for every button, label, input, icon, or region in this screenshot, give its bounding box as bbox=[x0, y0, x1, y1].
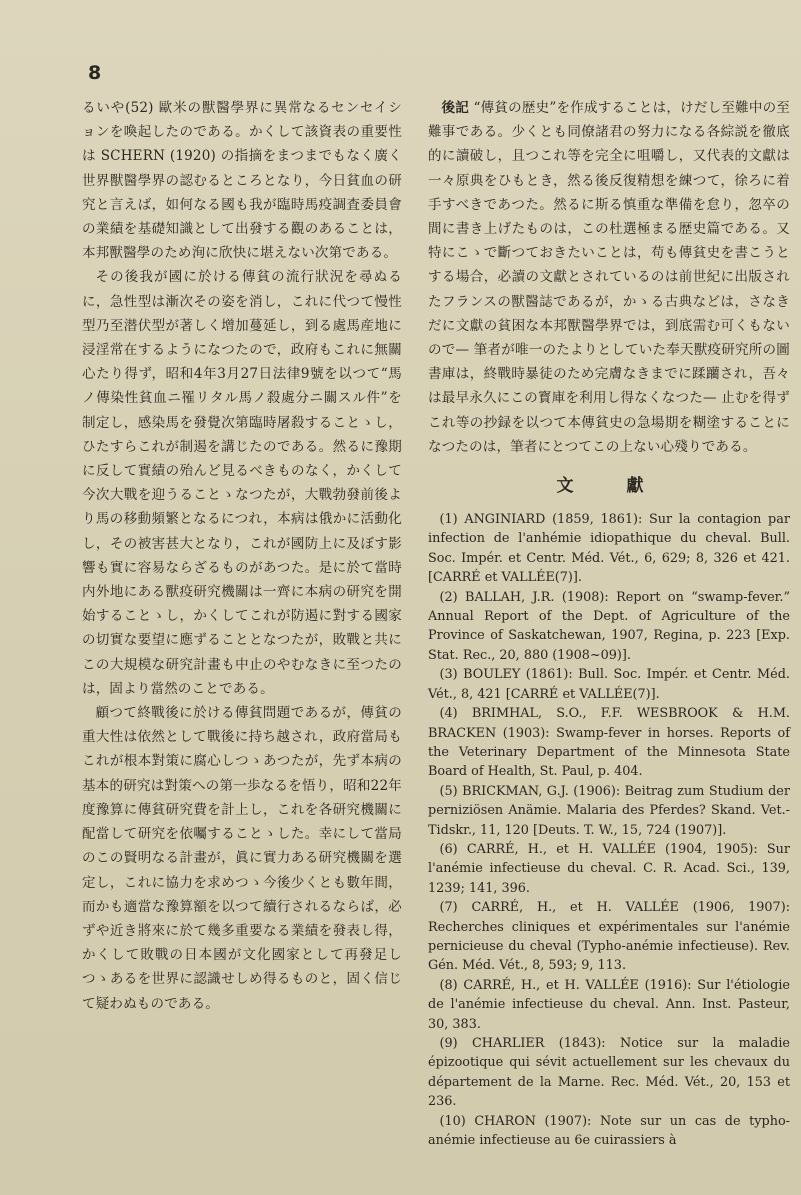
postscript bbox=[428, 96, 790, 459]
reference-item: (8) CARRÉ, H., et H. VALLÉE (1916): Sur l'étiologie de l'anémie infectieuse du cheval. Ann. Inst. Pasteur, 30, 383. bbox=[428, 977, 790, 1032]
right-column bbox=[428, 96, 790, 1150]
postscript-label: 後記 bbox=[441, 100, 469, 116]
left-column bbox=[82, 96, 402, 1016]
paragraph-1: るいや(52) 歐米の獸醫學界に異常なるセンセイションを喚起したのである。かくして該資表の重要性は SCHERN (1920) の指摘をまつまでもなく廣く世界獸醫學界の認むるところとなり，今日貧血の研究と言えば，如何なる國も我が臨時馬疫調査委員會の業績を基礎知識として出發する觀のあることは，本邦獸醫學のため洵に欣快に堪えない次第である。 bbox=[82, 100, 402, 262]
postscript-text: “傳貧の歴史”を作成することは，けだし至難中の至難事である。少くとも同僚諸君の努力になる各綜説を徹底的に讀破し，且つこれ等を完全に咀嚼し，又代表的文獻は一々原典をひもとき，然る後反復精想を練つて，徐ろに着手すべきであつた。然るに斯る慎重な準備を怠り，忽卒の間に書き上げたものは，この杜選極まる歴史篇である。又特にこゝで斷つておきたいことは，苟も傳貧史を書こうとする場合，必讀の文獻とされているのは前世紀に出版されたフランスの獸醫誌であるが，かゝる古典などは，さなきだに文獻の貧困な本邦獸醫學界では，到底需む可くもないので— 筆者が唯一のたよりとしていた奉天獸疫研究所の圖書庫は，終戰時暴徒のため完膚なきまでに蹂躪され，吾々は最早永久にこの寳庫を利用し得なくなつた— 止むを得ずこれ等の抄録を以つて本傳貧史の急場期を糊塗することになつたのは，筆者にとつてこの上ない心殘りである。 bbox=[428, 100, 791, 455]
reference-item: (9) CHARLIER (1843): Notice sur la maladie épizootique qui sévit actuellement sur les chevaux du département de la Marne. Rec. Méd. Vét., 20, 153 et 236. bbox=[428, 1036, 790, 1110]
paragraph-2: その後我が國に於ける傳貧の流行狀況を尋ぬるに，急性型は漸次その姿を消し，これに代つて慢性型乃至潜伏型が著しく增加蔓延し，到る處馬産地に浸淫常在するようになつたので，政府もこれに無關心たり得ず，昭和4年3月27日法律9號を以つて“馬ノ傳染性貧血ニ罹リタル馬ノ殺處分ニ關スル件”を制定し，感染馬を發覺次第臨時屠殺することゝし，ひたすらこれが制遏を講じたのである。然るに豫期に反して實績の殆んど見るべきものなく，かくして今次大戰を迎うることゝなつたが，大戰勃發前後より馬の移動頻繁となるにつれ，本病は俄かに活動化し，その被害甚大となり，これが國防上に及ぼす影響も實に容易ならざるものがあつた。是に於て當時内外地にある獸疫研究機關は一齊に本病の研究を開始することゝし，かくしてこれが防遏に對する國家の切實な要望に應ずることとなつたが，敗戰と共にこの大規模な研究計畫も中止のやむなきに至つたのは，固より當然のことである。 bbox=[82, 269, 402, 697]
reference-item: (3) BOULEY (1861): Bull. Soc. Impér. et Centr. Méd. Vét., 8, 421 [CARRÉ et VALLÉE(7)]. bbox=[428, 667, 790, 702]
reference-item: (5) BRICKMAN, G.J. (1906): Beitrag zum Studium der perniziösen Anämie. Malaria des Pferdes? Skand. Vet.-Tidskr., 11, 120 [Deuts. T. W., 15, 724 (1907)]. bbox=[428, 783, 790, 838]
page-number: 8 bbox=[88, 62, 102, 84]
reference-item: (6) CARRÉ, H., et H. VALLÉE (1904, 1905): Sur l'anémie infectieuse du cheval. C. R. Acad. Sci., 139, 1239; 141, 396. bbox=[428, 841, 790, 896]
reference-item: (10) CHARON (1907): Note sur un cas de typho-anémie infectieuse au 6e cuirassiers à bbox=[428, 1113, 790, 1149]
reference-list bbox=[428, 510, 790, 1150]
reference-item: (7) CARRÉ, H., et H. VALLÉE (1906, 1907): Recherches cliniques et expérimentales sur l'anémie pernicieuse du cheval (Typho-anémie infectieuse). Rev. Gén. Méd. Vét., 8, 593; 9, 113. bbox=[428, 900, 790, 974]
reference-item: (2) BALLAH, J.R. (1908): Report on “swamp-fever.” Annual Report of the Dept. of Agriculture of the Province of Saskatchewan, 1907, Regina, p. 223 [Exp. Stat. Rec., 20, 880 (1908~09)]. bbox=[428, 589, 790, 663]
references-heading: 文 獻 bbox=[556, 476, 662, 497]
reference-item: (4) BRIMHAL, S.O., F.F. WESBROOK & H.M. BRACKEN (1903): Swamp-fever in horses. Reports of the Veterinary Department of the Minnesota State Board of Health, St. Paul, p. 404. bbox=[428, 706, 790, 780]
reference-item: (1) ANGINIARD (1859, 1861): Sur la contagion par infection de l'anhémie idiopathique du cheval. Bull. Soc. Impér. et Centr. Méd. Vét., 6, 629; 8, 326 et 421. [CARRÉ et VALLÉE(7)]. bbox=[428, 512, 790, 586]
paragraph-3: 顧つて終戰後に於ける傳貧問題であるが，傳貧の重大性は依然として戰後に持ち越され，政府當局もこれが根本對策に腐心しつゝあつたが，先ず本病の基本的研究は對策への第一歩なるを悟り，昭和22年度豫算に傳貧研究費を計上し，これを各研究機關に配當して研究を依囑することゝした。幸にして當局のこの賢明なる計畫が，眞に實力ある研究機關を選定し，これに協力を求めつゝ今後少くとも數年間，而かも適當な豫算額を以つて續行されるならば，必ずや近き將來に於て幾多重要なる業績を發表し得，かくして敗戰の日本國が文化國家として再發足しつゝあるを世界に認識せしめ得るものと，固く信じて疑わぬものである。 bbox=[82, 705, 402, 1012]
